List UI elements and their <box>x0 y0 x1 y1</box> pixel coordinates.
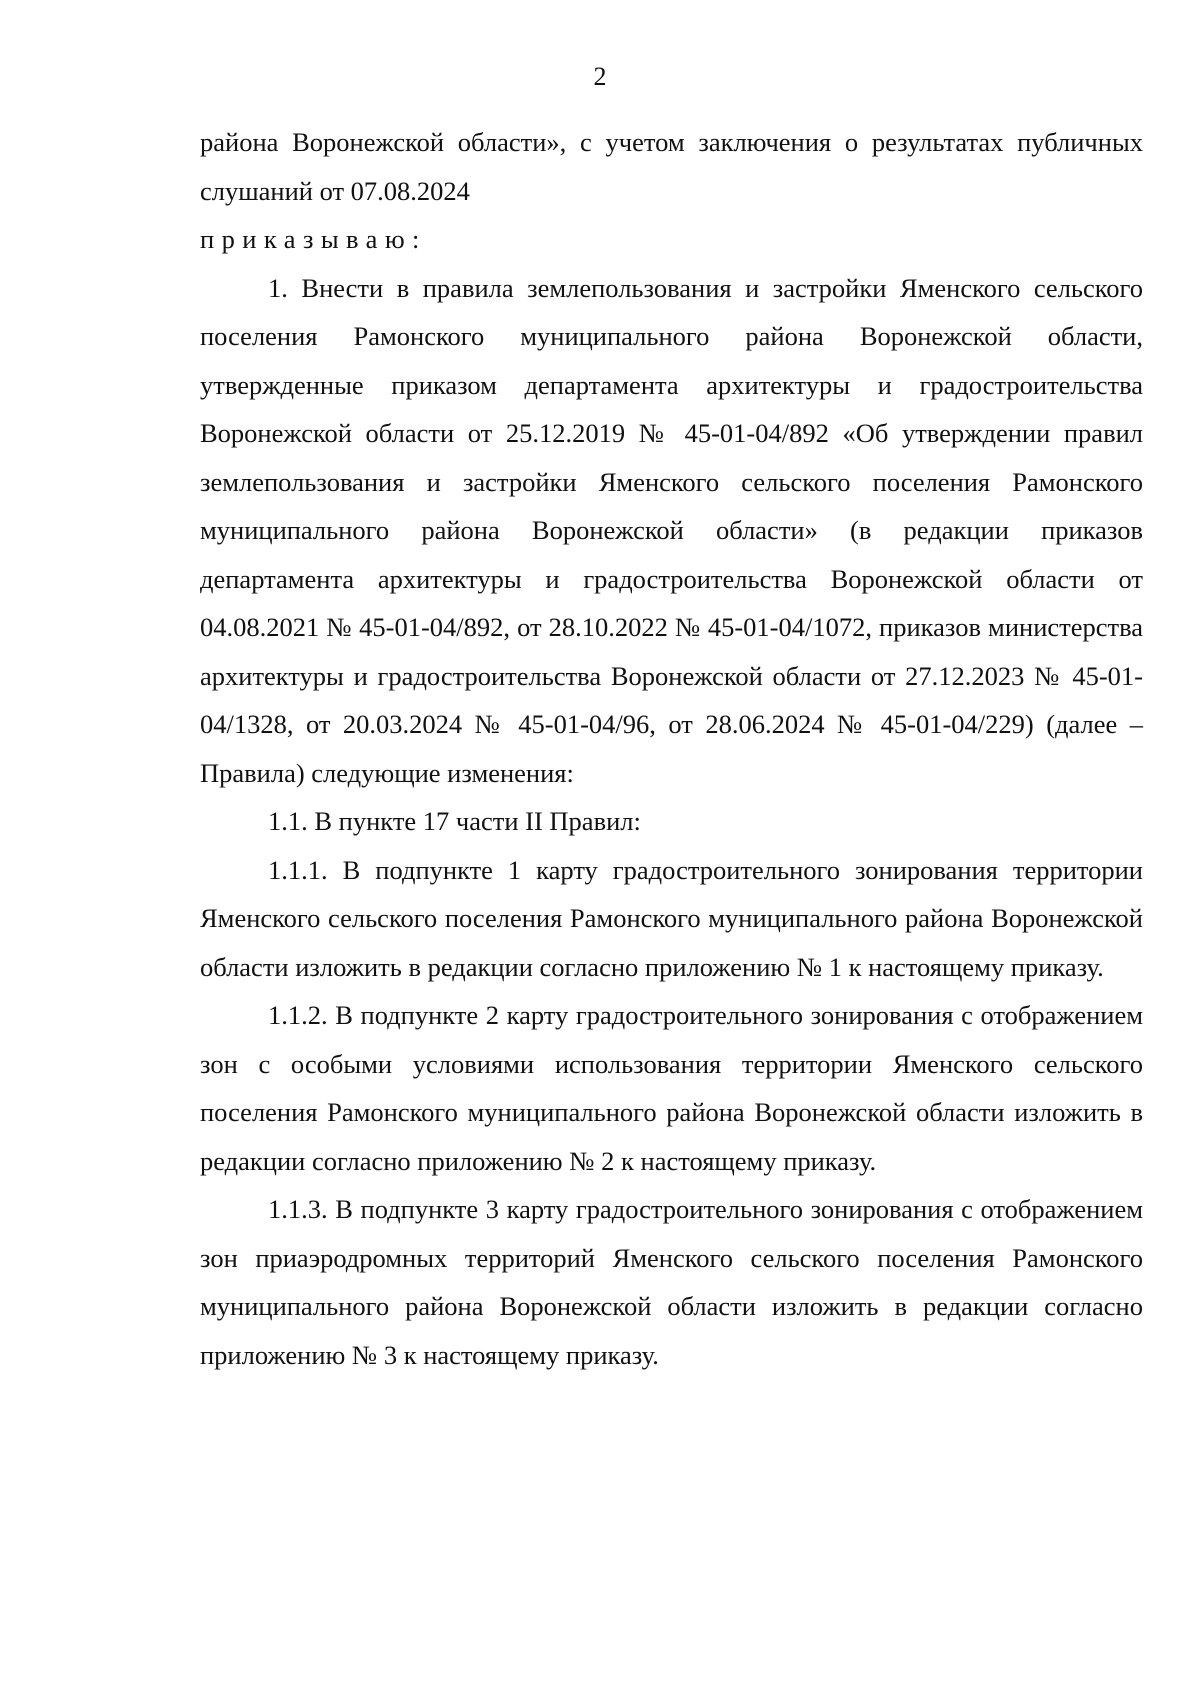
paragraph-item-1-1-3: 1.1.3. В подпункте 3 карту градостроительного зонирования с отображением зон приаэродромных территорий Яменского сельского поселения Рамонского муниципального района Воронежской области изложить в редакции согласно приложению № 3 к настоящему приказу. <box>200 1194 1143 1370</box>
paragraph-item-1-1: 1.1. В пункте 17 части II Правил: <box>268 806 641 836</box>
page-number: 2 <box>593 62 607 91</box>
document-body <box>200 118 1143 1379</box>
paragraph-item-1: 1. Внести в правила землепользования и застройки Яменского сельского поселения Рамонского муниципального района Воронежской области, утвержденные приказом департамента архитектуры и градостроительства Воронежской области от 25.12.2019 № 45-01-04/892 «Об утверждении правил землепользования и застройки Яменского сельского поселения Рамонского муниципального района Воронежской области» (в редакции приказов департамента архитектуры и градостроительства Воронежской области от 04.08.2021 № 45-01-04/892, от 28.10.2022 № 45-01-04/1072, приказов министерства архитектуры и градостроительства Воронежской области от 27.12.2023 № 45-01-04/1328, от 20.03.2024 № 45-01-04/96, от 28.06.2024 № 45-01-04/229) (далее – Правила) следующие изменения: <box>200 272 1143 788</box>
paragraph-continuation: района Воронежской области», с учетом заключения о результатах публичных слушаний от 07.08.2024 <box>200 127 1143 206</box>
paragraph-item-1-1-1: 1.1.1. В подпункте 1 карту градостроительного зонирования территории Яменского сельского поселения Рамонского муниципального района Воронежской области изложить в редакции согласно приложению № 1 к настоящему приказу. <box>200 854 1143 982</box>
order-heading: приказываю: <box>200 224 427 254</box>
paragraph-item-1-1-2: 1.1.2. В подпункте 2 карту градостроительного зонирования с отображением зон с особыми условиями использования территории Яменского сельского поселения Рамонского муниципального района Воронежской области изложить в редакции согласно приложению № 2 к настоящему приказу. <box>200 1000 1143 1176</box>
